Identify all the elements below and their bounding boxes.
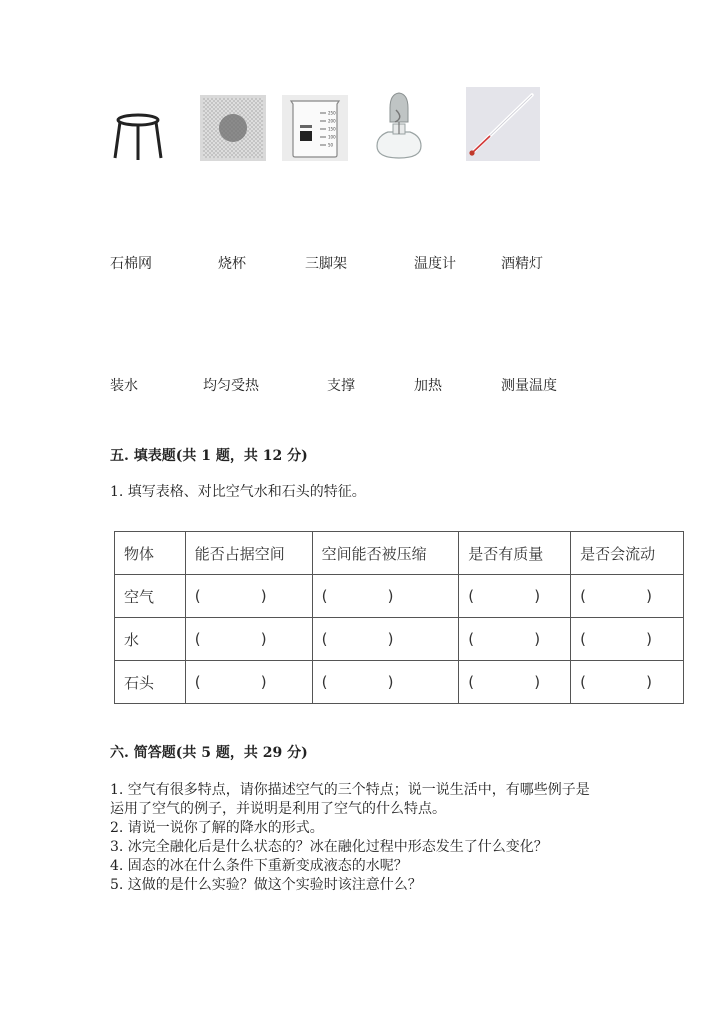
comparison-table <box>114 531 684 704</box>
row-label: 水 <box>115 618 186 661</box>
beaker-image <box>282 95 348 161</box>
match-name: 三脚架 <box>305 256 347 272</box>
question-line: 5. 这做的是什么实验？做这个实验时该注意什么？ <box>110 877 422 893</box>
match-use: 均匀受热 <box>203 378 259 394</box>
beaker-mark: 150 <box>328 126 336 132</box>
table-header: 是否会流动 <box>571 532 684 575</box>
beaker-mark: 250 <box>328 110 336 116</box>
beaker-mark: 100 <box>328 134 336 140</box>
section-six-heading: 六. 简答题(共 5 题，共 29 分) <box>110 745 308 761</box>
question-line: 1. 空气有很多特点，请你描述空气的三个特点；说一说生活中，有哪些例子是 <box>110 782 590 798</box>
match-name: 烧杯 <box>218 256 246 272</box>
blank-cell[interactable]: ( ) <box>312 575 459 618</box>
match-use: 加热 <box>414 378 442 394</box>
blank-cell[interactable]: ( ) <box>312 618 459 661</box>
blank-cell[interactable]: ( ) <box>185 575 312 618</box>
table-row <box>115 575 684 618</box>
table-header-row <box>115 532 684 575</box>
blank-cell[interactable]: ( ) <box>459 618 571 661</box>
match-use: 测量温度 <box>501 378 557 394</box>
match-use: 装水 <box>110 378 138 394</box>
table-header: 物体 <box>115 532 186 575</box>
question-line: 3. 冰完全融化后是什么状态的？冰在融化过程中形态发生了什么变化？ <box>110 839 548 855</box>
match-name: 温度计 <box>414 256 456 272</box>
table-header: 空间能否被压缩 <box>312 532 459 575</box>
table-header: 能否占据空间 <box>185 532 312 575</box>
table-header: 是否有质量 <box>459 532 571 575</box>
tripod-stand-image <box>110 108 166 164</box>
thermometer-image <box>466 87 540 161</box>
table-row <box>115 661 684 704</box>
match-name: 酒精灯 <box>501 256 543 272</box>
blank-cell[interactable]: ( ) <box>571 618 684 661</box>
blank-cell[interactable]: ( ) <box>459 661 571 704</box>
question-line: 4. 固态的冰在什么条件下重新变成液态的水呢？ <box>110 858 408 874</box>
row-label: 空气 <box>115 575 186 618</box>
blank-cell[interactable]: ( ) <box>571 661 684 704</box>
table-row <box>115 618 684 661</box>
blank-cell[interactable]: ( ) <box>459 575 571 618</box>
section-five-question: 1. 填写表格、对比空气水和石头的特征。 <box>110 484 366 500</box>
question-line: 运用了空气的例子，并说明是利用了空气的什么特点。 <box>110 801 446 817</box>
row-label: 石头 <box>115 661 186 704</box>
asbestos-gauze-image <box>200 95 266 161</box>
question-line: 2. 请说一说你了解的降水的形式。 <box>110 820 324 836</box>
beaker-mark: 200 <box>328 118 336 124</box>
match-name: 石棉网 <box>110 256 152 272</box>
alcohol-lamp-image <box>374 88 424 160</box>
section-five-heading: 五. 填表题(共 1 题，共 12 分) <box>110 448 308 464</box>
blank-cell[interactable]: ( ) <box>185 618 312 661</box>
blank-cell[interactable]: ( ) <box>185 661 312 704</box>
blank-cell[interactable]: ( ) <box>312 661 459 704</box>
match-use: 支撑 <box>327 378 355 394</box>
blank-cell[interactable]: ( ) <box>571 575 684 618</box>
beaker-mark: 50 <box>328 142 334 148</box>
